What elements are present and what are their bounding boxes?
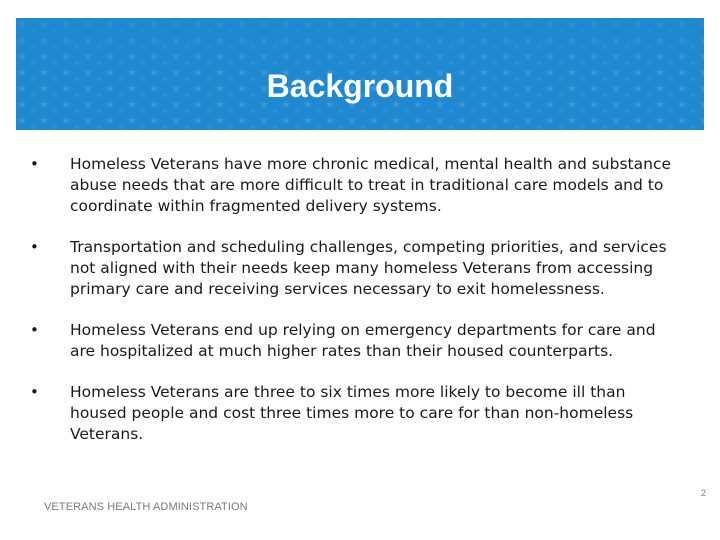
footer-label: VETERANS HEALTH ADMINISTRATION <box>44 501 248 513</box>
bullet-item <box>30 382 680 445</box>
bullet-item <box>30 320 680 362</box>
page-number: 2 <box>700 488 706 498</box>
bullet-icon: • <box>30 383 39 401</box>
bullet-item <box>30 154 680 217</box>
header-banner <box>16 18 704 130</box>
slide-title: Background <box>266 68 454 104</box>
bullet-item <box>30 237 680 300</box>
bullet-icon: • <box>30 238 39 256</box>
bullet-text: Transportation and scheduling challenges, competing priorities, and services not aligned with their needs keep many homeless Veterans from accessing primary care and receiving services necessary to exit homelessness. <box>70 238 667 298</box>
bullet-text: Homeless Veterans are three to six times more likely to become ill than housed people and cost three times more to care for than non-homeless Veterans. <box>70 383 634 443</box>
bullet-text: Homeless Veterans have more chronic medical, mental health and substance abuse needs that are more difficult to treat in traditional care models and to coordinate within fragmented delivery systems. <box>70 155 671 215</box>
bullet-text: Homeless Veterans end up relying on emergency departments for care and are hospitalized at much higher rates than their housed counterparts. <box>70 321 656 360</box>
bullet-icon: • <box>30 155 39 173</box>
bullet-icon: • <box>30 321 39 339</box>
bullet-list <box>30 154 680 445</box>
